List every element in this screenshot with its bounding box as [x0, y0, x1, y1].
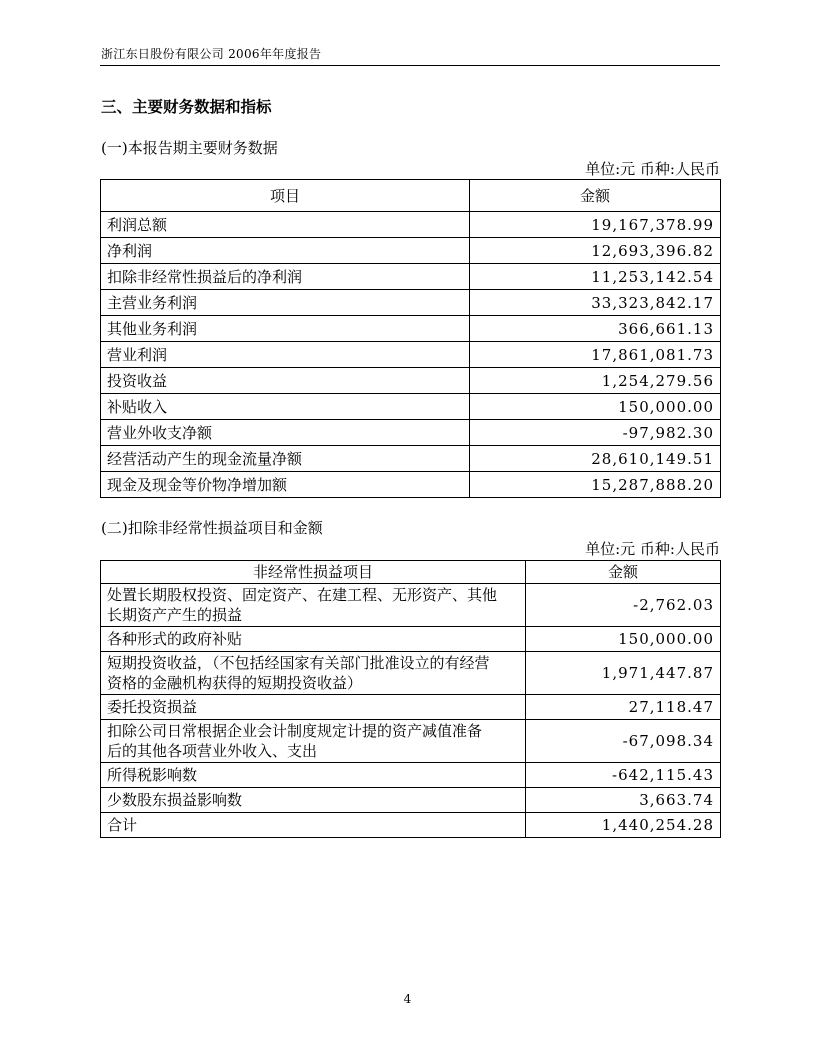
table-row [101, 316, 721, 342]
row-amount: -2,762.03 [526, 584, 721, 627]
row-item: 其他业务利润 [101, 316, 470, 342]
main-financial-data-table [100, 179, 721, 498]
table-row [101, 584, 721, 627]
row-amount: 19,167,378.99 [470, 212, 721, 238]
table-row [101, 394, 721, 420]
row-amount: 11,253,142.54 [470, 264, 721, 290]
row-amount: 1,440,254.28 [526, 813, 721, 838]
row-amount: 15,287,888.20 [470, 472, 721, 498]
table-row [101, 652, 721, 695]
row-item-line1: 短期投资收益，（不包括经国家有关部门批准设立的有经营 [107, 654, 490, 672]
row-item-line2: 长期资产产生的损益 [107, 606, 243, 624]
row-item: 合计 [101, 813, 526, 838]
row-amount: 17,861,081.73 [470, 342, 721, 368]
table-header-row [101, 561, 721, 584]
column-header-amount: 金额 [470, 180, 721, 212]
page-number: 4 [403, 992, 412, 1006]
table-row [101, 763, 721, 788]
row-amount: 28,610,149.51 [470, 446, 721, 472]
row-amount: 1,971,447.87 [526, 652, 721, 695]
row-amount: 3,663.74 [526, 788, 721, 813]
table-row [101, 446, 721, 472]
row-item: 扣除非经常性损益后的净利润 [101, 264, 470, 290]
section-title: 三、主要财务数据和指标 [101, 98, 272, 116]
row-item: 委托投资损益 [101, 695, 526, 720]
row-item: 经营活动产生的现金流量净额 [101, 446, 470, 472]
table2-subtitle: (二)扣除非经常性损益项目和金额 [101, 519, 323, 537]
row-item [101, 720, 526, 763]
table-row [101, 368, 721, 394]
table-row [101, 720, 721, 763]
table1-unit: 单位:元 币种:人民币 [585, 160, 720, 178]
table-row [101, 420, 721, 446]
document-header: 浙江东日股份有限公司 2006年年度报告 [101, 47, 322, 61]
table-row [101, 290, 721, 316]
row-amount: 150,000.00 [470, 394, 721, 420]
row-item: 营业利润 [101, 342, 470, 368]
row-amount: 12,693,396.82 [470, 238, 721, 264]
row-amount: 27,118.47 [526, 695, 721, 720]
row-item: 各种形式的政府补贴 [101, 627, 526, 652]
row-item: 补贴收入 [101, 394, 470, 420]
row-amount: -642,115.43 [526, 763, 721, 788]
row-item: 营业外收支净额 [101, 420, 470, 446]
non-recurring-items-table [100, 560, 721, 838]
column-header-amount: 金额 [526, 561, 721, 584]
column-header-item: 项目 [101, 180, 470, 212]
table1-subtitle: (一)本报告期主要财务数据 [101, 139, 278, 157]
column-header-item: 非经常性损益项目 [101, 561, 526, 584]
header-divider [100, 65, 720, 66]
row-item: 利润总额 [101, 212, 470, 238]
table-row [101, 627, 721, 652]
row-item [101, 652, 526, 695]
table2-unit: 单位:元 币种:人民币 [585, 540, 720, 558]
table-row [101, 813, 721, 838]
row-amount: 33,323,842.17 [470, 290, 721, 316]
table-row [101, 264, 721, 290]
table-row [101, 238, 721, 264]
row-amount: 366,661.13 [470, 316, 721, 342]
row-item-line2: 后的其他各项营业外收入、支出 [107, 742, 318, 760]
row-item: 现金及现金等价物净增加额 [101, 472, 470, 498]
row-item-line1: 扣除公司日常根据企业会计制度规定计提的资产减值准备 [107, 722, 483, 740]
row-item: 投资收益 [101, 368, 470, 394]
row-amount: 150,000.00 [526, 627, 721, 652]
table-row [101, 472, 721, 498]
row-item [101, 584, 526, 627]
row-item: 少数股东损益影响数 [101, 788, 526, 813]
row-item: 主营业务利润 [101, 290, 470, 316]
row-amount: 1,254,279.56 [470, 368, 721, 394]
table-row [101, 342, 721, 368]
table-row [101, 695, 721, 720]
row-amount: -67,098.34 [526, 720, 721, 763]
table-header-row [101, 180, 721, 212]
row-amount: -97,982.30 [470, 420, 721, 446]
row-item-line1: 处置长期股权投资、固定资产、在建工程、无形资产、其他 [107, 586, 498, 604]
row-item: 所得税影响数 [101, 763, 526, 788]
table-row [101, 788, 721, 813]
row-item: 净利润 [101, 238, 470, 264]
row-item-line2: 资格的金融机构获得的短期投资收益） [107, 674, 363, 692]
table-row [101, 212, 721, 238]
